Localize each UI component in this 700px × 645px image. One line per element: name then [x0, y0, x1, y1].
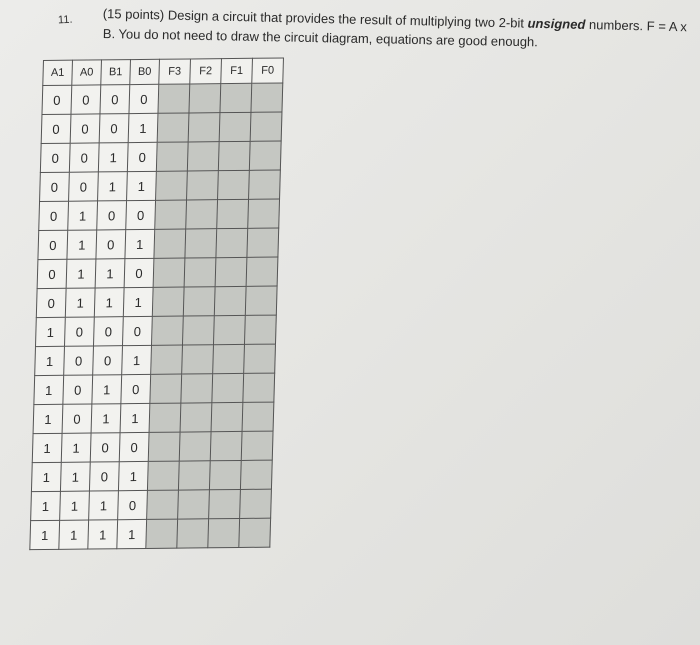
input-cell-b0: 1: [123, 287, 153, 316]
table-row: [35, 315, 276, 347]
table-row: [42, 83, 283, 115]
output-cell-f2[interactable]: [185, 229, 217, 258]
output-cell-f2[interactable]: [182, 345, 214, 374]
input-cell-b1: 0: [93, 317, 123, 346]
header-f2: F2: [190, 59, 222, 84]
input-cell-b1: 0: [99, 114, 129, 143]
input-cell-a0: 1: [66, 259, 96, 288]
input-cell-b1: 0: [100, 85, 130, 114]
output-cell-f0[interactable]: [240, 489, 272, 518]
input-cell-a1: 0: [38, 230, 68, 259]
output-cell-f2[interactable]: [184, 258, 216, 287]
input-cell-b0: 0: [124, 258, 154, 287]
question-text-suffix: numbers. F = A x: [585, 16, 688, 35]
input-cell-a1: 1: [32, 433, 62, 462]
input-cell-a1: 0: [40, 143, 70, 172]
input-cell-b0: 1: [122, 345, 152, 374]
input-cell-a1: 0: [36, 288, 66, 317]
input-cell-a0: 0: [63, 375, 93, 404]
output-cell-f1[interactable]: [220, 83, 252, 112]
input-cell-a0: 1: [60, 462, 90, 491]
input-cell-b0: 1: [128, 113, 158, 142]
output-cell-f2[interactable]: [179, 432, 211, 461]
input-cell-a0: 0: [69, 172, 99, 201]
output-cell-f1[interactable]: [217, 199, 249, 228]
output-cell-f0[interactable]: [244, 315, 276, 344]
input-cell-b1: 1: [91, 404, 121, 433]
table-row: [31, 489, 272, 521]
output-cell-f2[interactable]: [187, 171, 219, 200]
input-cell-a0: 0: [62, 404, 92, 433]
table-row: [32, 431, 273, 463]
output-cell-f1[interactable]: [215, 257, 247, 286]
input-cell-a0: 1: [59, 520, 89, 549]
truth-table-container: [29, 57, 284, 550]
input-cell-a1: 1: [35, 317, 65, 346]
input-cell-b0: 0: [129, 84, 159, 113]
input-cell-b1: 1: [88, 520, 118, 549]
output-cell-f3[interactable]: [157, 113, 189, 142]
output-cell-f0[interactable]: [247, 228, 279, 257]
input-cell-b0: 1: [120, 403, 150, 432]
question-number: 11.: [57, 13, 73, 27]
input-cell-a1: 1: [34, 375, 64, 404]
output-cell-f3[interactable]: [152, 287, 184, 316]
header-b0: B0: [130, 59, 160, 84]
output-cell-f1[interactable]: [209, 460, 241, 489]
header-f3: F3: [159, 59, 191, 84]
input-cell-b0: 1: [117, 519, 147, 548]
header-f0: F0: [252, 58, 284, 83]
table-row: [41, 112, 282, 144]
input-cell-b0: 0: [122, 316, 152, 345]
input-cell-b0: 0: [126, 200, 156, 229]
output-cell-f3[interactable]: [155, 200, 187, 229]
table-row: [37, 257, 278, 289]
header-a0: A0: [72, 60, 102, 85]
input-cell-a0: 0: [70, 114, 100, 143]
table-row: [33, 402, 274, 434]
output-cell-f0[interactable]: [239, 518, 271, 547]
input-cell-b1: 0: [90, 433, 120, 462]
input-cell-a0: 1: [67, 230, 97, 259]
output-cell-f0[interactable]: [249, 170, 281, 199]
input-cell-b1: 1: [98, 143, 128, 172]
question-text-emphasis: unsigned: [527, 15, 586, 32]
output-cell-f0[interactable]: [244, 344, 276, 373]
input-cell-a1: 1: [35, 346, 65, 375]
output-cell-f1[interactable]: [218, 141, 250, 170]
output-cell-f1[interactable]: [219, 112, 251, 141]
input-cell-a1: 1: [33, 404, 63, 433]
output-cell-f3[interactable]: [156, 171, 188, 200]
input-cell-a1: 1: [31, 462, 61, 491]
question-text-line-2: B. You do not need to draw the circuit diagram, equations are good enough.: [102, 26, 539, 50]
output-cell-f2[interactable]: [178, 461, 210, 490]
input-cell-b1: 1: [94, 288, 124, 317]
output-cell-f3[interactable]: [156, 142, 188, 171]
input-cell-b0: 1: [118, 461, 148, 490]
input-cell-a1: 0: [41, 114, 71, 143]
output-cell-f2[interactable]: [180, 403, 212, 432]
input-cell-a0: 1: [60, 491, 90, 520]
output-cell-f3[interactable]: [153, 258, 185, 287]
output-cell-f3[interactable]: [149, 403, 181, 432]
output-cell-f2[interactable]: [187, 142, 219, 171]
truth-table: [29, 57, 284, 550]
table-row: [31, 460, 272, 492]
output-cell-f2[interactable]: [177, 519, 209, 548]
input-cell-a1: 0: [40, 172, 70, 201]
output-cell-f1[interactable]: [216, 228, 248, 257]
output-cell-f3[interactable]: [154, 229, 186, 258]
input-cell-b0: 0: [121, 374, 151, 403]
output-cell-f1[interactable]: [218, 170, 250, 199]
input-cell-b0: 1: [125, 229, 155, 258]
truth-table-body: [30, 83, 283, 550]
input-cell-a0: 1: [65, 288, 95, 317]
output-cell-f3[interactable]: [158, 84, 190, 113]
input-cell-b0: 0: [118, 490, 148, 519]
input-cell-b1: 1: [92, 375, 122, 404]
table-row: [36, 286, 277, 318]
output-cell-f0[interactable]: [241, 431, 273, 460]
input-cell-b1: 1: [95, 259, 125, 288]
output-cell-f0[interactable]: [245, 286, 277, 315]
output-cell-f1[interactable]: [214, 286, 246, 315]
output-cell-f0[interactable]: [251, 83, 283, 112]
output-cell-f0[interactable]: [242, 402, 274, 431]
input-cell-a0: 1: [68, 201, 98, 230]
table-row: [38, 228, 279, 260]
input-cell-a0: 0: [71, 85, 101, 114]
input-cell-a1: 1: [31, 491, 61, 520]
input-cell-a0: 0: [69, 143, 99, 172]
input-cell-a1: 0: [37, 259, 67, 288]
output-cell-f3[interactable]: [147, 461, 179, 490]
output-cell-f1[interactable]: [211, 402, 243, 431]
input-cell-a1: 0: [42, 85, 72, 114]
output-cell-f0[interactable]: [246, 257, 278, 286]
input-cell-a0: 1: [61, 433, 91, 462]
input-cell-b1: 0: [97, 201, 127, 230]
table-row: [39, 199, 280, 231]
output-cell-f0[interactable]: [248, 199, 280, 228]
output-cell-f3[interactable]: [148, 432, 180, 461]
output-cell-f0[interactable]: [243, 373, 275, 402]
header-f1: F1: [221, 58, 253, 83]
output-cell-f2[interactable]: [181, 374, 213, 403]
output-cell-f1[interactable]: [213, 344, 245, 373]
output-cell-f1[interactable]: [210, 431, 242, 460]
output-cell-f2[interactable]: [182, 316, 214, 345]
header-b1: B1: [101, 60, 131, 85]
input-cell-b1: 1: [89, 491, 119, 520]
output-cell-f0[interactable]: [249, 141, 281, 170]
output-cell-f1[interactable]: [212, 373, 244, 402]
output-cell-f3[interactable]: [146, 519, 178, 548]
table-row: [40, 141, 281, 173]
output-cell-f2[interactable]: [183, 287, 215, 316]
output-cell-f1[interactable]: [209, 489, 241, 518]
input-cell-b1: 0: [93, 346, 123, 375]
table-row: [34, 373, 275, 405]
header-a1: A1: [43, 60, 73, 85]
output-cell-f3[interactable]: [151, 345, 183, 374]
input-cell-b1: 1: [98, 172, 128, 201]
output-cell-f2[interactable]: [188, 113, 220, 142]
question-text-prefix: (15 points) Design a circuit that provides the result of multiplying two 2-bit: [102, 6, 528, 31]
output-cell-f3[interactable]: [147, 490, 179, 519]
input-cell-b1: 0: [96, 230, 126, 259]
table-row: [35, 344, 276, 376]
output-cell-f3[interactable]: [150, 374, 182, 403]
output-cell-f2[interactable]: [186, 200, 218, 229]
output-cell-f2[interactable]: [178, 490, 210, 519]
output-cell-f3[interactable]: [151, 316, 183, 345]
output-cell-f0[interactable]: [240, 460, 272, 489]
input-cell-a1: 1: [30, 520, 60, 549]
table-row: [30, 518, 271, 550]
input-cell-b0: 0: [127, 142, 157, 171]
output-cell-f1[interactable]: [208, 518, 240, 547]
input-cell-b0: 0: [119, 432, 149, 461]
input-cell-a0: 0: [64, 317, 94, 346]
output-cell-f1[interactable]: [213, 315, 245, 344]
output-cell-f2[interactable]: [189, 84, 221, 113]
input-cell-a1: 0: [39, 201, 69, 230]
input-cell-b1: 0: [89, 462, 119, 491]
truth-table-header-row: [43, 58, 284, 86]
input-cell-b0: 1: [127, 171, 157, 200]
input-cell-a0: 0: [64, 346, 94, 375]
output-cell-f0[interactable]: [250, 112, 282, 141]
table-row: [40, 170, 281, 202]
